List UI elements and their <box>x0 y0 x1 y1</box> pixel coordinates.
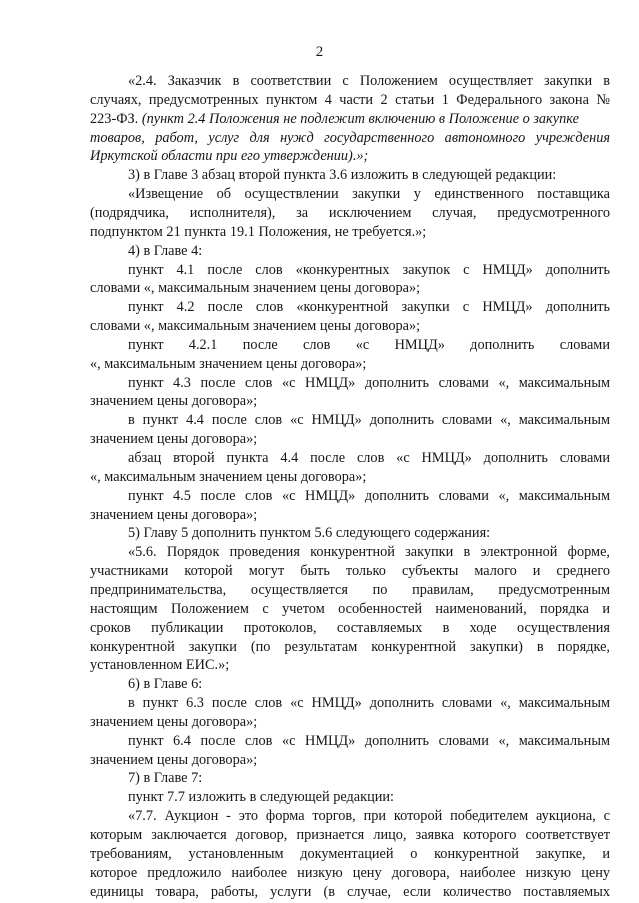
line-text: значением цены договора»; <box>90 713 258 730</box>
line-text: сроков публикации протоколов, составляемых в ходе осуществления <box>90 619 610 636</box>
text-line <box>90 355 610 374</box>
line-text: «, максимальным значением цены договора»; <box>90 468 367 485</box>
line-text: пункт 7.7 изложить в следующей редакции: <box>128 789 395 806</box>
line-text: 5) Главу 5 дополнить пунктом 5.6 следующего содержания: <box>128 525 491 542</box>
text-line <box>128 374 610 393</box>
line-text: пункт 4.1 после слов «конкурентных закупок с НМЦД» дополнить <box>128 261 610 278</box>
text-line <box>90 468 610 487</box>
line-text: значением цены договора»; <box>90 393 258 410</box>
text-line <box>90 506 610 525</box>
line-text: значением цены договора»; <box>90 506 258 523</box>
line-text: значением цены договора»; <box>90 751 258 768</box>
text-line <box>90 317 610 336</box>
text-line <box>90 91 610 110</box>
line-text: Иркутской области при его утверждении).»; <box>90 148 369 165</box>
text-line <box>128 411 610 430</box>
line-text: (подрядчика, исполнителя), за исключением случая, предусмотренного <box>90 204 610 221</box>
text-line <box>90 581 610 600</box>
text-line <box>128 336 610 355</box>
text-line <box>90 751 610 770</box>
line-text: пункт 4.5 после слов «с НМЦД» дополнить словами «, максимальным <box>128 487 610 504</box>
line-text: «2.4. Заказчик в соответствии с Положением осуществляет закупки в <box>128 73 610 89</box>
text-line <box>128 807 610 826</box>
text-line <box>128 694 610 713</box>
text-line <box>90 883 610 902</box>
text-line <box>128 524 610 543</box>
line-text: 4) в Главе 4: <box>128 242 203 259</box>
text-line <box>90 600 610 619</box>
text-line <box>128 788 610 807</box>
line-text: словами «, максимальным значением цены договора»; <box>90 280 421 297</box>
line-text: «7.7. Аукцион - это форма торгов, при которой победителем аукциона, с <box>128 808 610 825</box>
text-line <box>90 110 610 129</box>
line-text: значением цены договора»; <box>90 431 258 448</box>
line-text: требованиям, установленным документацией о конкурентной закупке, и <box>90 845 610 862</box>
text-line <box>90 562 610 581</box>
text-line <box>90 279 610 298</box>
text-line <box>128 166 610 185</box>
line-text: подпунктом 21 пункта 19.1 Положения, не требуется.»; <box>90 223 427 240</box>
text-line <box>128 675 610 694</box>
text-line <box>90 638 610 657</box>
text-line <box>90 713 610 732</box>
line-text: пункт 4.2.1 после слов «с НМЦД» дополнить словами <box>128 336 610 353</box>
text-line <box>90 147 610 166</box>
line-text: участниками которой могут быть только субъекты малого и среднего <box>90 563 610 580</box>
text-line <box>128 298 610 317</box>
line-text: словами «, максимальным значением цены договора»; <box>90 318 421 335</box>
text-line <box>128 769 610 788</box>
text-line <box>90 864 610 883</box>
line-text: в пункт 6.3 после слов «с НМЦД» дополнить словами «, максимальным <box>128 695 610 712</box>
line-text: 7) в Главе 7: <box>128 770 203 787</box>
line-text: установленном ЕИС.»; <box>90 657 230 674</box>
text-line <box>90 619 610 638</box>
text-line <box>128 449 610 468</box>
line-text: предпринимательства, осуществляется по правилам, предусмотренным <box>90 581 610 598</box>
text-line <box>90 656 610 675</box>
line-text: конкурентной закупки (по результатам конкурентной закупки) в порядке, <box>90 638 610 655</box>
line-text: 3) в Главе 3 абзац второй пункта 3.6 изложить в следующей редакции: <box>128 167 557 184</box>
text-line <box>90 392 610 411</box>
line-text: «, максимальным значением цены договора»; <box>90 355 367 372</box>
line-text: случаях, предусмотренных пунктом 4 части 2 статьи 1 Федерального закона № <box>90 91 610 108</box>
line-text: пункт 4.2 после слов «конкурентной закупки с НМЦД» дополнить <box>128 299 610 316</box>
line-text: настоящим Положением с учетом особенностей наименований, порядка и <box>90 600 610 617</box>
text-line <box>128 487 610 506</box>
line-text: 223-ФЗ. <box>90 110 139 127</box>
text-line <box>128 72 610 91</box>
line-text: «Извещение об осуществлении закупки у единственного поставщика <box>128 186 610 203</box>
line-text: которым заключается договор, признается лицо, заявка которого соответствует <box>90 827 610 843</box>
text-line <box>128 185 610 204</box>
text-line <box>128 261 610 280</box>
line-text: пункт 4.3 после слов «с НМЦД» дополнить словами «, максимальным <box>128 374 610 391</box>
text-line <box>90 430 610 449</box>
text-line <box>90 129 610 148</box>
text-line <box>128 732 610 751</box>
line-text: «5.6. Порядок проведения конкурентной закупки в электронной форме, <box>128 544 610 561</box>
line-text: абзац второй пункта 4.4 после слов «с НМЦД» дополнить словами <box>128 450 610 466</box>
text-line <box>90 845 610 864</box>
text-line <box>128 543 610 562</box>
line-text: в пункт 4.4 после слов «с НМЦД» дополнить словами «, максимальным <box>128 412 610 429</box>
line-text: которое предложило наиболее низкую цену договора, наиболее низкую цену <box>90 864 610 881</box>
line-text: единицы товара, работы, услуги (в случае, если количество поставляемых <box>90 883 610 900</box>
line-italic-note: (пункт 2.4 Положения не подлежит включению в Положение о закупке <box>138 110 579 127</box>
text-line <box>90 204 610 223</box>
text-line <box>90 826 610 845</box>
text-line <box>128 242 610 261</box>
page-number: 2 <box>315 44 324 60</box>
line-text: 6) в Главе 6: <box>128 676 203 693</box>
line-text: товаров, работ, услуг для нужд государственного автономного учреждения <box>90 129 610 146</box>
line-text: пункт 6.4 после слов «с НМЦД» дополнить словами «, максимальным <box>128 732 610 749</box>
text-line <box>90 223 610 242</box>
